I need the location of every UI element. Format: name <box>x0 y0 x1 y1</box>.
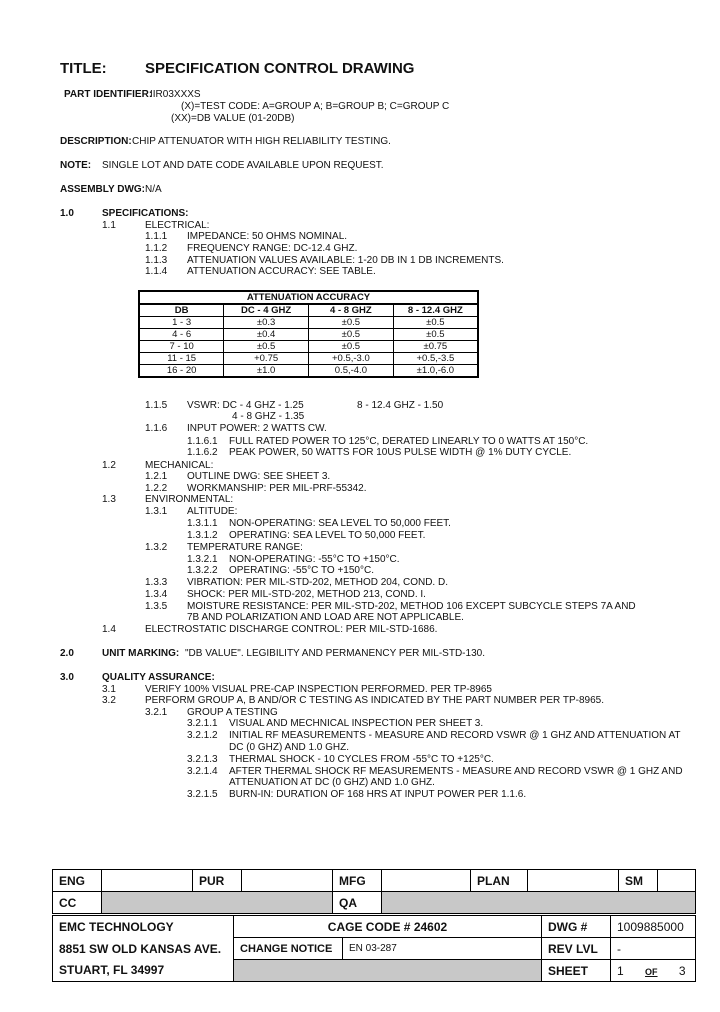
s134-num: 1.3.4 <box>145 589 168 600</box>
sheet-total: 3 <box>678 963 686 978</box>
s134-text: SHOCK: PER MIL-STD-202, METHOD 213, COND. I. <box>187 589 426 600</box>
s14-num: 1.4 <box>102 624 116 635</box>
table-cell: ±0.3 <box>224 317 309 329</box>
s1312-num: 1.3.1.2 <box>187 530 218 541</box>
s132-num: 1.3.2 <box>145 542 168 553</box>
table-cell: +0.5,-3.0 <box>309 353 394 365</box>
s115-text-a: VSWR: DC - 4 GHZ - 1.25 <box>187 400 304 411</box>
s115-text-c: 4 - 8 GHZ - 1.35 <box>232 411 305 422</box>
s1321-num: 1.3.2.1 <box>187 554 218 565</box>
s115-num: 1.1.5 <box>145 400 168 411</box>
section-2-text: "DB VALUE". LEGIBILITY AND PERMANENCY PER MIL-STD-130. <box>185 648 485 659</box>
table-cell: ±0.5 <box>309 317 394 329</box>
cage-code: CAGE CODE # 24602 <box>234 916 542 938</box>
s3215-text: BURN-IN: DURATION OF 168 HRS AT INPUT POWER PER 1.1.6. <box>229 789 527 800</box>
change-notice-value: EN 03-287 <box>343 938 542 960</box>
s133-text: VIBRATION: PER MIL-STD-202, METHOD 204, COND. D. <box>187 577 448 588</box>
s114-num: 1.1.4 <box>145 266 168 277</box>
description-value: CHIP ATTENUATOR WITH HIGH RELIABILITY TESTING. <box>132 136 391 147</box>
s3211-text: VISUAL AND MECHNICAL INSPECTION PER SHEET 3. <box>229 718 484 729</box>
eng-label: ENG <box>53 870 102 892</box>
s12-num: 1.2 <box>102 460 116 471</box>
table-cell: 0.5,-4.0 <box>309 365 394 378</box>
s135-text-b: 7B AND POLARIZATION AND LOAD ARE NOT APPLICABLE. <box>187 612 464 623</box>
s1312-text: OPERATING: SEA LEVEL TO 50,000 FEET. <box>229 530 426 541</box>
s3212-text-b: DC (0 GHZ) AND 1.0 GHZ. <box>229 742 350 753</box>
company-name: EMC TECHNOLOGY <box>53 916 234 938</box>
cc-label: CC <box>53 892 102 914</box>
s1162-text: PEAK POWER, 50 WATTS FOR 10US PULSE WIDTH @ 1% DUTY CYCLE. <box>229 447 572 458</box>
test-code-line: (X)=TEST CODE: A=GROUP A; B=GROUP B; C=GROUP C <box>181 101 450 112</box>
pur-signature-field[interactable] <box>242 870 333 892</box>
s3213-num: 3.2.1.3 <box>187 754 218 765</box>
table-cell: ±0.5 <box>393 329 478 341</box>
s116-num: 1.1.6 <box>145 423 168 434</box>
assembly-label: ASSEMBLY DWG: <box>60 184 146 195</box>
s13-title: ENVIRONMENTAL: <box>145 494 234 505</box>
company-address: 8851 SW OLD KANSAS AVE. <box>53 938 234 960</box>
plan-signature-field[interactable] <box>528 870 619 892</box>
table-cell: ±0.5 <box>309 341 394 353</box>
s11-title: ELECTRICAL: <box>145 220 210 231</box>
eng-signature-field[interactable] <box>102 870 193 892</box>
page-title: SPECIFICATION CONTROL DRAWING <box>145 60 415 77</box>
db-value-line: (XX)=DB VALUE (01-20DB) <box>171 113 295 124</box>
s133-num: 1.3.3 <box>145 577 168 588</box>
table-cell: ±0.5 <box>224 341 309 353</box>
rev-level-value: - <box>611 938 696 960</box>
s111-text: IMPEDANCE: 50 OHMS NOMINAL. <box>187 231 348 242</box>
cc-field <box>102 892 333 914</box>
section-1-title: SPECIFICATIONS: <box>102 208 189 219</box>
section-1-num: 1.0 <box>60 208 74 219</box>
s3214-text-b: ATTENUATION AT DC (0 GHZ) AND 1.0 GHZ. <box>229 777 435 788</box>
section-3-num: 3.0 <box>60 672 74 683</box>
section-2-title: UNIT MARKING: <box>102 648 180 659</box>
table-cell: ±0.4 <box>224 329 309 341</box>
s31-num: 3.1 <box>102 684 116 695</box>
s121-text: OUTLINE DWG: SEE SHEET 3. <box>187 471 331 482</box>
table-cell: ±0.5 <box>309 329 394 341</box>
table-row <box>139 353 478 365</box>
s1311-num: 1.3.1.1 <box>187 518 218 529</box>
s3214-num: 3.2.1.4 <box>187 766 218 777</box>
s131-num: 1.3.1 <box>145 506 168 517</box>
s1311-text: NON-OPERATING: SEA LEVEL TO 50,000 FEET. <box>229 518 451 529</box>
s116-text: INPUT POWER: 2 WATTS CW. <box>187 423 327 434</box>
description-label: DESCRIPTION: <box>60 136 132 147</box>
sheet-of: OF <box>645 966 658 977</box>
table-cell: 7 - 10 <box>139 341 224 353</box>
s32-text: PERFORM GROUP A, B AND/OR C TESTING AS INDICATED BY THE PART NUMBER PER TP-8965. <box>145 695 604 706</box>
part-identifier-value: IIR03XXXS <box>150 89 201 100</box>
table-header-4-8: 4 - 8 GHZ <box>309 304 394 317</box>
sheet-label: SHEET <box>542 960 611 982</box>
s12-title: MECHANICAL: <box>145 460 214 471</box>
s11-num: 1.1 <box>102 220 116 231</box>
table-header-dc-4: DC - 4 GHZ <box>224 304 309 317</box>
s3211-num: 3.2.1.1 <box>187 718 218 729</box>
s1162-num: 1.1.6.2 <box>187 447 218 458</box>
sheet-number: 1 <box>617 963 624 978</box>
table-cell: ±0.5 <box>393 317 478 329</box>
s1322-text: OPERATING: -55°C TO +150°C. <box>229 565 374 576</box>
s3214-text-a: AFTER THERMAL SHOCK RF MEASUREMENTS - MEASURE AND RECORD VSWR @ 1 GHZ AND <box>229 766 683 777</box>
section-3-title: QUALITY ASSURANCE: <box>102 672 215 683</box>
title-block-blank <box>234 960 542 982</box>
s112-text: FREQUENCY RANGE: DC-12.4 GHZ. <box>187 243 358 254</box>
table-row <box>139 329 478 341</box>
company-city: STUART, FL 34997 <box>53 960 234 982</box>
sm-label: SM <box>619 870 658 892</box>
table-row <box>139 317 478 329</box>
s122-num: 1.2.2 <box>145 483 168 494</box>
qa-label: QA <box>333 892 382 914</box>
s122-text: WORKMANSHIP: PER MIL-PRF-55342. <box>187 483 367 494</box>
plan-label: PLAN <box>471 870 528 892</box>
approval-table <box>52 869 696 914</box>
s3212-num: 3.2.1.2 <box>187 730 218 741</box>
s113-num: 1.1.3 <box>145 255 168 266</box>
s112-num: 1.1.2 <box>145 243 168 254</box>
sm-signature-field[interactable] <box>658 870 696 892</box>
sheet-info <box>611 960 696 982</box>
s131-text: ALTITUDE: <box>187 506 238 517</box>
table-cell: ±1.0,-6.0 <box>393 365 478 378</box>
pur-label: PUR <box>193 870 242 892</box>
s1161-num: 1.1.6.1 <box>187 436 218 447</box>
table-cell: 16 - 20 <box>139 365 224 378</box>
s3212-text-a: INITIAL RF MEASUREMENTS - MEASURE AND RECORD VSWR @ 1 GHZ AND ATTENUATION AT <box>229 730 681 741</box>
s321-text: GROUP A TESTING <box>187 707 278 718</box>
change-notice-label: CHANGE NOTICE <box>234 938 343 960</box>
table-cell: ±1.0 <box>224 365 309 378</box>
assembly-value: N/A <box>145 184 162 195</box>
table-header-db: DB <box>139 304 224 317</box>
title-label: TITLE: <box>60 60 107 77</box>
s132-text: TEMPERATURE RANGE: <box>187 542 303 553</box>
dwg-number: 1009885000 <box>611 916 696 938</box>
s1321-text: NON-OPERATING: -55°C TO +150°C. <box>229 554 400 565</box>
table-cell: 4 - 6 <box>139 329 224 341</box>
rev-level-label: REV LVL <box>542 938 611 960</box>
mfg-signature-field[interactable] <box>382 870 471 892</box>
s135-text-a: MOISTURE RESISTANCE: PER MIL-STD-202, METHOD 106 EXCEPT SUBCYCLE STEPS 7A AND <box>187 601 636 612</box>
part-identifier-label: PART IDENTIFIER: <box>64 89 153 100</box>
s321-num: 3.2.1 <box>145 707 168 718</box>
section-2-num: 2.0 <box>60 648 74 659</box>
table-header-8-12: 8 - 12.4 GHZ <box>393 304 478 317</box>
mfg-label: MFG <box>333 870 382 892</box>
s32-num: 3.2 <box>102 695 116 706</box>
qa-field <box>382 892 696 914</box>
table-row <box>139 341 478 353</box>
s115-text-b: 8 - 12.4 GHZ - 1.50 <box>357 400 444 411</box>
dwg-label: DWG # <box>542 916 611 938</box>
attenuation-accuracy-table <box>138 290 479 378</box>
table-row <box>139 365 478 378</box>
s13-num: 1.3 <box>102 494 116 505</box>
note-label: NOTE: <box>60 160 92 171</box>
s121-num: 1.2.1 <box>145 471 168 482</box>
note-value: SINGLE LOT AND DATE CODE AVAILABLE UPON REQUEST. <box>102 160 384 171</box>
s14-text: ELECTROSTATIC DISCHARGE CONTROL: PER MIL-STD-1686. <box>145 624 438 635</box>
s3213-text: THERMAL SHOCK - 10 CYCLES FROM -55°C TO +125°C. <box>229 754 494 765</box>
table-cell: +0.75 <box>224 353 309 365</box>
s3215-num: 3.2.1.5 <box>187 789 218 800</box>
table-cell: ±0.75 <box>393 341 478 353</box>
s113-text: ATTENUATION VALUES AVAILABLE: 1-20 DB IN 1 DB INCREMENTS. <box>187 255 504 266</box>
s1161-text: FULL RATED POWER TO 125°C, DERATED LINEARLY TO 0 WATTS AT 150°C. <box>229 436 589 447</box>
s31-text: VERIFY 100% VISUAL PRE-CAP INSPECTION PERFORMED. PER TP-8965 <box>145 684 492 695</box>
table-cell: 11 - 15 <box>139 353 224 365</box>
s135-num: 1.3.5 <box>145 601 168 612</box>
s111-num: 1.1.1 <box>145 231 168 242</box>
table-cell: 1 - 3 <box>139 317 224 329</box>
s114-text: ATTENUATION ACCURACY: SEE TABLE. <box>187 266 376 277</box>
title-block <box>52 915 696 982</box>
table-caption: ATTENUATION ACCURACY <box>139 291 478 304</box>
table-cell: +0.5,-3.5 <box>393 353 478 365</box>
s1322-num: 1.3.2.2 <box>187 565 218 576</box>
